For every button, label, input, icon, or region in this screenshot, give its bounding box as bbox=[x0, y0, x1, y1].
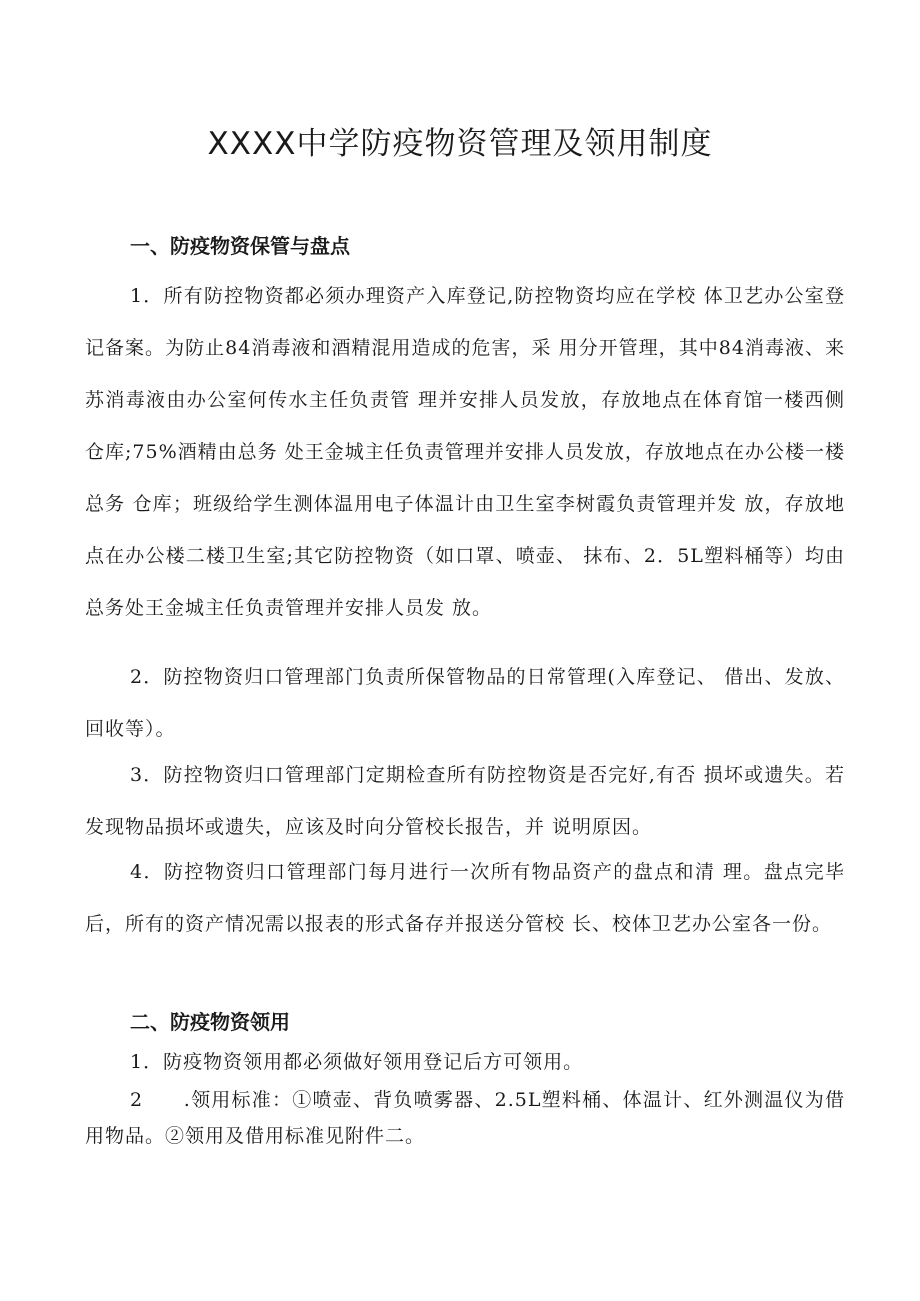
paragraph-storage-1: 1．所有防控物资都必须办理资产入库登记,防控物资均应在学校 体卫艺办公室登记备案。为防止84消毒液和酒精混用造成的危害，采 用分开管理，其中84消毒液、来苏消毒液由办公室何传水主任负责管 理并安排人员发放，存放地点在体育馆一楼西侧仓库;75%酒精由总务 处王金城主任负责管理并安排人员发放，存放地点在办公楼一楼总务 仓库；班级给学生测体温用电子体温计由卫生室李树霞负责管理并发 放，存放地点在办公楼二楼卫生室;其它防控物资（如口罩、喷壶、 抹布、2．5L塑料桶等）均由总务处王金城主任负责管理并安排人员发 放。 bbox=[85, 285, 845, 619]
paragraph-storage-3: 3．防控物资归口管理部门定期检查所有防控物资是否完好,有否 损坏或遗失。若发现物品损坏或遗失，应该及时向分管校长报告，并 说明原因。 bbox=[85, 764, 845, 838]
section-heading-storage: 一、防疫物资保管与盘点 bbox=[130, 234, 350, 258]
paragraph-storage-2: 2．防控物资归口管理部门负责所保管物品的日常管理(入库登记、 借出、发放、回收等）。 bbox=[85, 666, 845, 740]
section-heading-usage: 二、防疫物资领用 bbox=[130, 1010, 290, 1034]
paragraph-usage-2: 2 .领用标准：①喷壶、背负喷雾器、2.5L塑料桶、体温计、红外测温仪为借用物品。②领用及借用标准见附件二。 bbox=[85, 1089, 845, 1147]
document-title: XXXX中学防疫物资管理及领用制度 bbox=[207, 126, 713, 162]
paragraph-usage-1: 1．防疫物资领用都必须做好领用登记后方可领用。 bbox=[130, 1051, 584, 1073]
paragraph-storage-4: 4．防控物资归口管理部门每月进行一次所有物品资产的盘点和清 理。盘点完毕后，所有的资产情况需以报表的形式备存并报送分管校 长、校体卫艺办公室各一份。 bbox=[85, 861, 845, 935]
